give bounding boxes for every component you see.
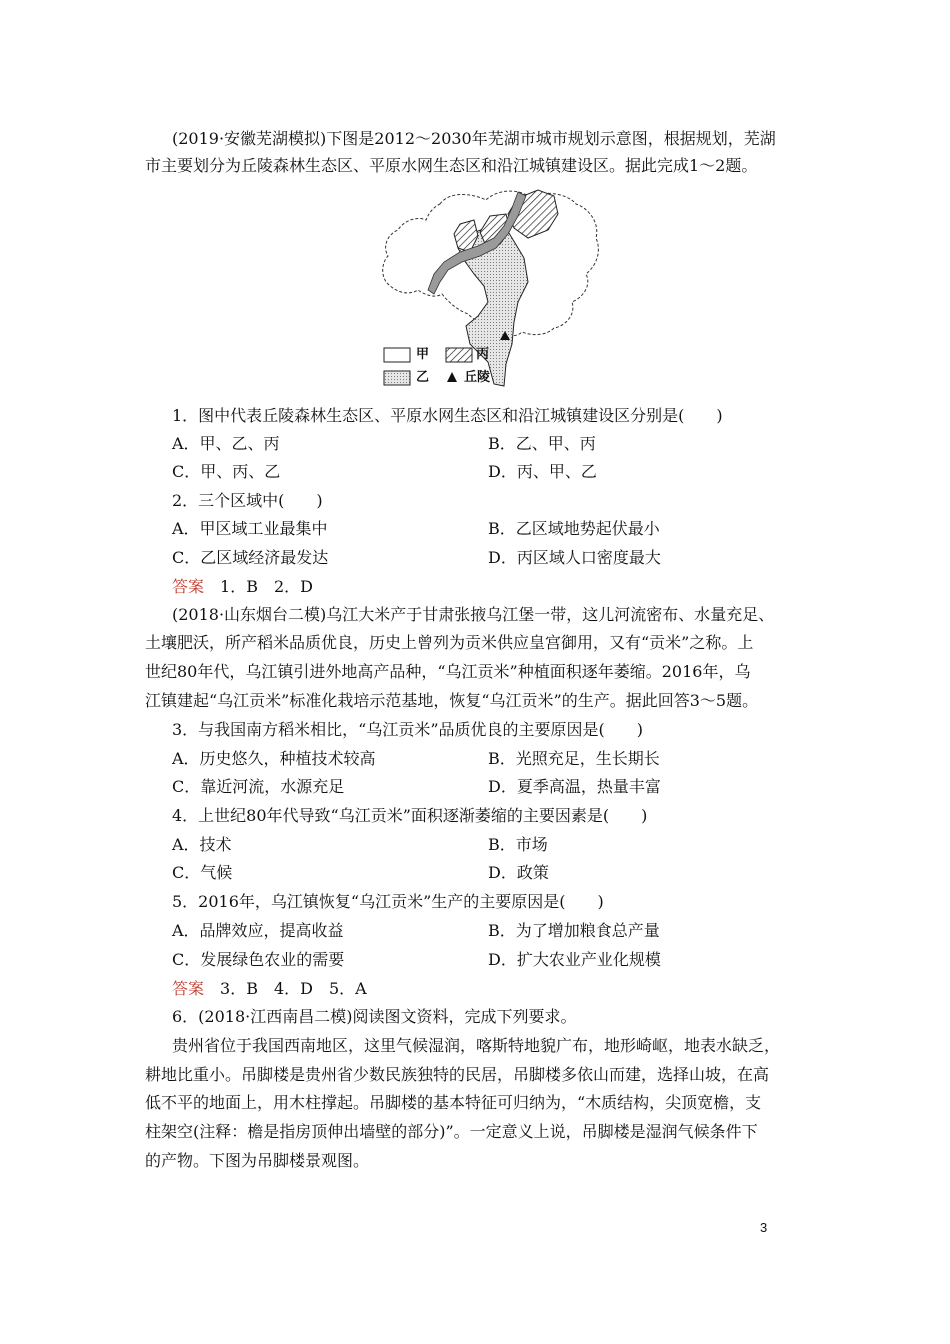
q4-stem: 4．上世纪80年代导致“乌江贡米”面积逐渐萎缩的主要因素是( ) <box>172 806 648 825</box>
q2-option-d: D．丙区域人口密度最大 <box>488 548 661 567</box>
q3-option-c: C．靠近河流，水源充足 <box>172 777 345 796</box>
q5-option-c: C．发展绿色农业的需要 <box>172 950 345 969</box>
q5-option-a: A．品牌效应，提高收益 <box>172 921 344 940</box>
answer-2 <box>172 978 367 1000</box>
legend-bing-label: 丙 <box>476 347 490 362</box>
q2-option-b: B．乙区域地势起伏最小 <box>488 519 660 538</box>
q2-option-a: A．甲区域工业最集中 <box>172 519 328 538</box>
answer-1-text: 1．B 2．D <box>204 577 313 596</box>
answer-1 <box>172 576 313 598</box>
q2-stem: 2．三个区域中( ) <box>172 491 323 510</box>
q6-text-line4: 柱架空(注释：檐是指房顶伸出墙壁的部分)”。一定意义上说，吊脚楼是湿润气候条件下 <box>145 1122 758 1141</box>
q6-text-line2: 耕地比重小。吊脚楼是贵州省少数民族独特的民居，吊脚楼多依山而建，选择山坡，在高 <box>145 1065 770 1084</box>
legend-bing-swatch <box>446 348 472 362</box>
legend-hill-icon <box>447 372 457 382</box>
q4-option-c: C．气候 <box>172 863 233 882</box>
q6-text-line5: 的产物。下图为吊脚楼景观图。 <box>145 1151 370 1170</box>
legend-hill-label: 丘陵 <box>464 370 491 385</box>
q5-option-b: B．为了增加粮食总产量 <box>488 921 660 940</box>
q3-option-b: B．光照充足，生长期长 <box>488 749 660 768</box>
legend-jia-label: 甲 <box>416 347 430 362</box>
intro2-line2: 土壤肥沃，所产稻米品质优良，历史上曾列为贡米供应皇宫御用，又有“贡米”之称。上 <box>145 633 754 652</box>
q2-option-c: C．乙区域经济最发达 <box>172 548 329 567</box>
q4-option-d: D．政策 <box>488 863 549 882</box>
intro2-line4: 江镇建起“乌江贡米”标准化栽培示范基地，恢复“乌江贡米”的生产。据此回答3～5题。 <box>145 691 759 710</box>
q4-option-b: B．市场 <box>488 835 548 854</box>
q4-option-a: A．技术 <box>172 835 232 854</box>
answer-2-label: 答案 <box>172 979 205 998</box>
intro1-line2: 市主要划分为丘陵森林生态区、平原水网生态区和沿江城镇建设区。据此完成1～2题。 <box>145 156 758 175</box>
intro2-line3: 世纪80年代，乌江镇引进外地高产品种，“乌江贡米”种植面积逐年萎缩。2016年，乌 <box>145 662 751 681</box>
intro1-line1: (2019·安徽芜湖模拟)下图是2012～2030年芜湖市城市规划示意图，根据规划，芜湖 <box>172 129 776 148</box>
q1-stem: 1．图中代表丘陵森林生态区、平原水网生态区和沿江城镇建设区分别是( ) <box>172 406 723 425</box>
q5-option-d: D．扩大农业产业化规模 <box>488 950 661 969</box>
legend-yi-label: 乙 <box>416 370 430 385</box>
q1-option-c: C．甲、丙、乙 <box>172 462 281 481</box>
q1-option-a: A．甲、乙、丙 <box>172 434 280 453</box>
legend-jia-swatch <box>384 348 410 362</box>
q6-stem: 6．(2018·江西南昌二模)阅读图文资料，完成下列要求。 <box>172 1007 577 1026</box>
q5-stem: 5．2016年，乌江镇恢复“乌江贡米”生产的主要原因是( ) <box>172 892 604 911</box>
page-number: 3 <box>760 1220 768 1235</box>
legend-yi-swatch <box>384 371 410 385</box>
q3-option-d: D．夏季高温，热量丰富 <box>488 777 661 796</box>
answer-1-label: 答案 <box>172 577 205 596</box>
q1-option-d: D．丙、甲、乙 <box>488 462 597 481</box>
q1-option-b: B．乙、甲、丙 <box>488 434 596 453</box>
intro2-line1: (2018·山东烟台二模)乌江大米产于甘肃张掖乌江堡一带，这儿河流密布、水量充足、 <box>172 605 775 624</box>
wuhu-planning-map <box>378 186 608 392</box>
map-svg <box>378 186 608 392</box>
q6-text-line1: 贵州省位于我国西南地区，这里气候湿润，喀斯特地貌广布，地形崎岖，地表水缺乏， <box>172 1036 781 1055</box>
answer-2-text: 3．B 4．D 5．A <box>204 979 367 998</box>
q6-text-line3: 低不平的地面上，用木柱撑起。吊脚楼的基本特征可归纳为，“木质结构，尖顶宽檐，支 <box>145 1093 762 1112</box>
q3-option-a: A．历史悠久，种植技术较高 <box>172 749 376 768</box>
q3-stem: 3．与我国南方稻米相比，“乌江贡米”品质优良的主要原因是( ) <box>172 720 644 739</box>
